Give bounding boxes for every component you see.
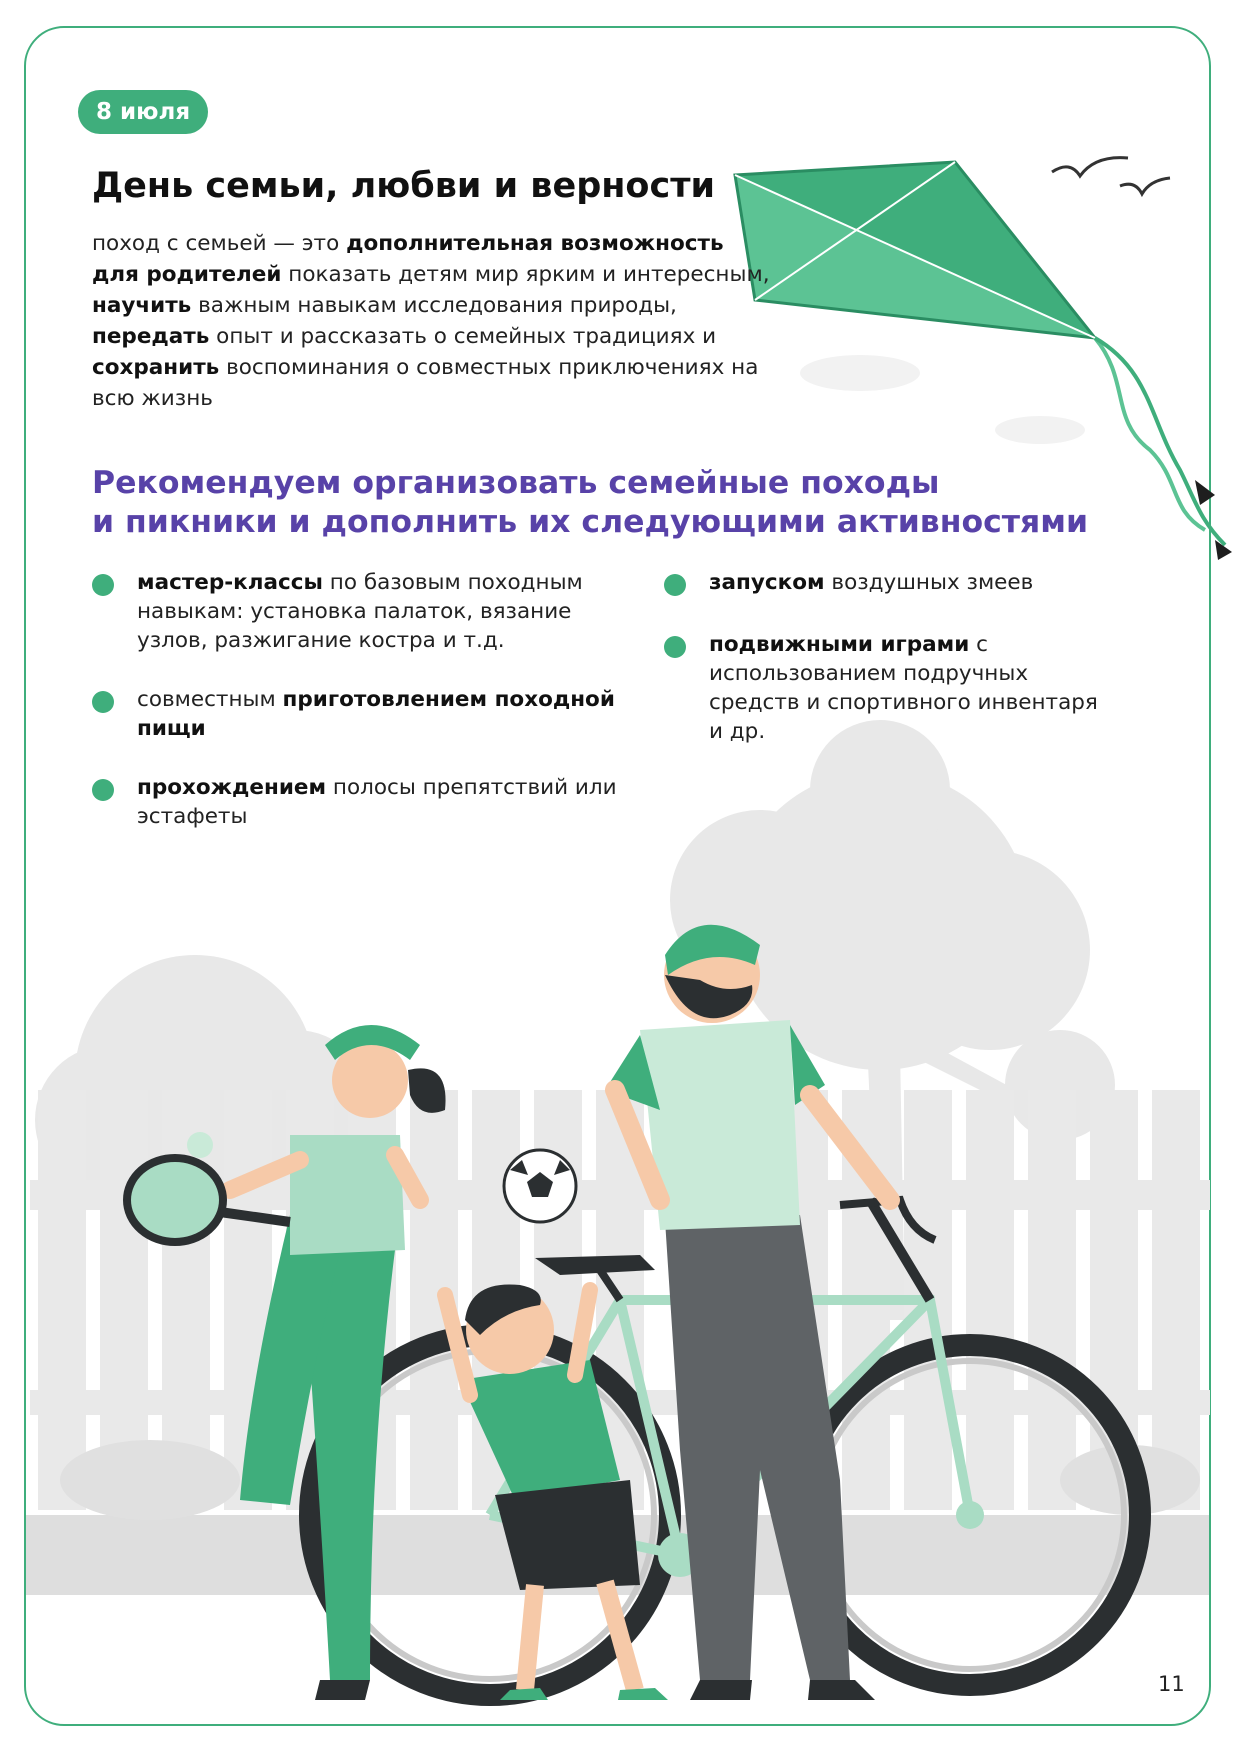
intro-text: показать детям мир ярким и интересным, xyxy=(281,262,770,287)
activity-list-left xyxy=(92,568,632,861)
list-item xyxy=(92,685,632,743)
activity-emphasis: мастер-классы xyxy=(137,570,323,595)
intro-text: поход с семьей — это xyxy=(92,231,347,256)
date-badge: 8 июля xyxy=(78,90,208,134)
intro-emphasis: научить xyxy=(92,293,192,318)
clouds xyxy=(800,355,1085,444)
bullet-dot-icon xyxy=(92,574,114,596)
intro-text: воспоминания о совместных приключениях на всю жизнь xyxy=(92,355,759,411)
intro-emphasis: передать xyxy=(92,324,210,349)
activity-text: с использованием подручных средств и спортивного инвентаря и др. xyxy=(709,632,1098,744)
intro-text: опыт и рассказать о семейных традициях и xyxy=(209,324,717,349)
activity-emphasis: приготовлением походной пищи xyxy=(137,687,615,741)
activity-text: полосы препятствий или эстафеты xyxy=(137,775,617,829)
page-number: 11 xyxy=(1158,1672,1185,1696)
activity-text: воздушных змеев xyxy=(824,570,1034,595)
bullet-dot-icon xyxy=(664,574,686,596)
list-item xyxy=(664,630,1104,746)
list-item xyxy=(664,568,1104,597)
page-title: День семьи, любви и верности xyxy=(92,166,716,206)
recommendation-line: Рекомендуем организовать семейные походы xyxy=(92,465,940,501)
activity-emphasis: запуском xyxy=(709,570,825,595)
recommendation-heading xyxy=(92,464,1172,542)
activity-emphasis: подвижными играми xyxy=(709,632,970,657)
intro-emphasis: сохранить xyxy=(92,355,220,380)
activity-text: совместным xyxy=(137,687,283,712)
bullet-dot-icon xyxy=(664,636,686,658)
bird-icon xyxy=(1052,158,1170,194)
list-item xyxy=(92,568,632,655)
recommendation-line: и пикники и дополнить их следующими активностями xyxy=(92,504,1089,540)
intro-emphasis: дополнительная возможность для родителей xyxy=(92,231,724,287)
activity-emphasis: прохождением xyxy=(137,775,327,800)
bullet-dot-icon xyxy=(92,779,114,801)
soccer-ball-icon xyxy=(504,1150,576,1222)
activity-list-right xyxy=(664,568,1104,779)
intro-paragraph xyxy=(92,228,772,414)
list-item xyxy=(92,773,632,831)
intro-text: важным навыкам исследования природы, xyxy=(191,293,677,318)
bullet-dot-icon xyxy=(92,691,114,713)
activity-text: по базовым походным навыкам: установка палаток, вязание узлов, разжигание костра и т.д. xyxy=(137,570,583,653)
